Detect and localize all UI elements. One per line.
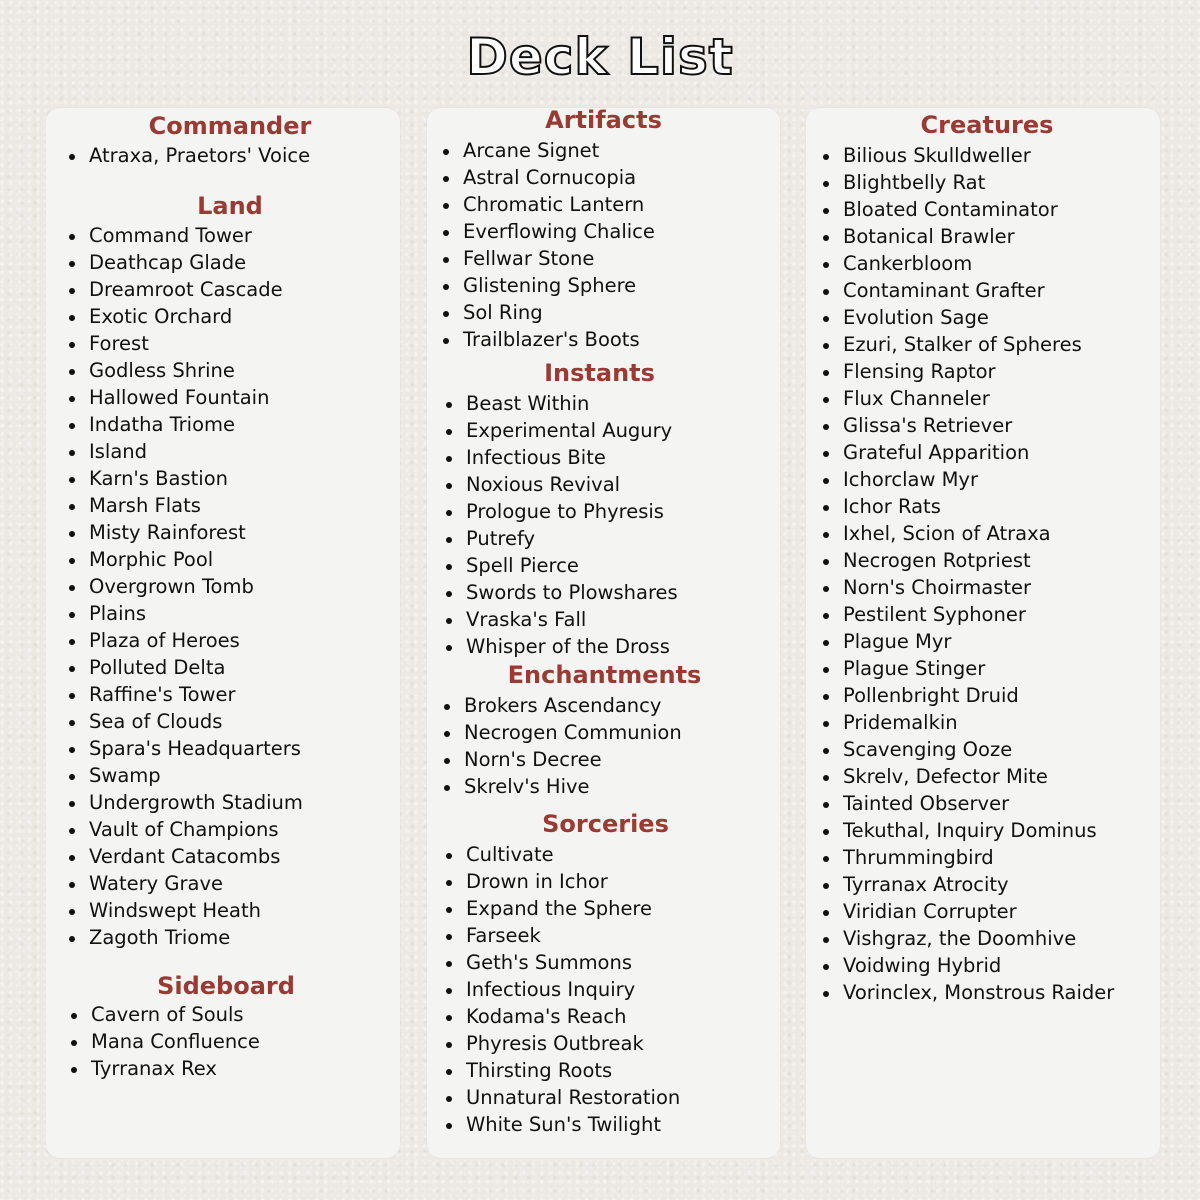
list-item: Tyrranax Rex: [91, 1055, 260, 1082]
list-item: Hallowed Fountain: [89, 384, 303, 411]
list-item: Norn's Choirmaster: [843, 574, 1114, 601]
section-heading-sideboard: Sideboard: [157, 972, 295, 1000]
list-item: Experimental Augury: [466, 417, 678, 444]
list-item: Voidwing Hybrid: [843, 952, 1114, 979]
list-item: Plague Stinger: [843, 655, 1114, 682]
list-item: Trailblazer's Boots: [463, 326, 655, 353]
list-item: Unnatural Restoration: [466, 1086, 681, 1109]
list-item: Expand the Sphere: [466, 895, 680, 922]
list-item: Evolution Sage: [843, 304, 1114, 331]
section-heading-artifacts: Artifacts: [545, 106, 662, 134]
list-item: Grateful Apparition: [843, 439, 1114, 466]
list-item: Astral Cornucopia: [463, 164, 655, 191]
list-item: Tekuthal, Inquiry Dominus: [843, 817, 1114, 844]
list-item: Vorinclex, Monstrous Raider: [843, 981, 1115, 1004]
list-item: Mana Confluence: [91, 1030, 260, 1053]
list-item: Infectious Bite: [466, 444, 678, 471]
list-item: Overgrown Tomb: [89, 573, 303, 600]
list-item: Swords to Plowshares: [466, 581, 678, 604]
list-item: Godless Shrine: [89, 357, 303, 384]
list-item: Drown in Ichor: [466, 868, 680, 895]
list-item: Botanical Brawler: [843, 223, 1114, 250]
list-item: Swamp: [89, 762, 303, 789]
list-sorceries: [466, 841, 680, 1138]
list-item: Vault of Champions: [89, 816, 303, 843]
list-creatures: [843, 142, 1114, 1006]
list-item: Deathcap Glade: [89, 249, 303, 276]
list-item: Noxious Revival: [466, 471, 678, 498]
list-item: Norn's Decree: [464, 746, 682, 773]
list-item: Vishgraz, the Doomhive: [843, 925, 1114, 952]
list-item: Ichor Rats: [843, 493, 1114, 520]
list-item: Forest: [89, 330, 303, 357]
list-enchantments: [464, 692, 682, 800]
list-item: Ezuri, Stalker of Spheres: [843, 331, 1114, 358]
list-item: Command Tower: [89, 222, 303, 249]
section-heading-land: Land: [197, 192, 263, 220]
list-item: Phyresis Outbreak: [466, 1030, 680, 1057]
list-item: Indatha Triome: [89, 411, 303, 438]
page-title: Deck List: [466, 28, 734, 86]
list-item: Glissa's Retriever: [843, 412, 1114, 439]
list-item: Putrefy: [466, 525, 678, 552]
list-item: Spell Pierce: [466, 552, 678, 579]
list-item: Thrummingbird: [843, 844, 1114, 871]
list-item: Morphic Pool: [89, 546, 303, 573]
section-heading-creatures: Creatures: [920, 111, 1054, 139]
section-heading-instants: Instants: [544, 359, 655, 387]
list-item: Skrelv's Hive: [464, 773, 682, 800]
list-item: Flux Channeler: [843, 385, 1114, 412]
list-item: Necrogen Rotpriest: [843, 547, 1114, 574]
list-item: Misty Rainforest: [89, 519, 303, 546]
section-heading-sorceries: Sorceries: [542, 810, 669, 838]
list-item: Flensing Raptor: [843, 358, 1114, 385]
list-commander: [89, 142, 310, 169]
list-item: Marsh Flats: [89, 492, 303, 519]
list-item: Atraxa, Praetors' Voice: [89, 144, 311, 167]
list-item: Pollenbright Druid: [843, 682, 1114, 709]
list-item: Kodama's Reach: [466, 1003, 680, 1030]
list-item: Vraska's Fall: [466, 606, 678, 633]
list-item: Pestilent Syphoner: [843, 601, 1114, 628]
list-item: Dreamroot Cascade: [89, 276, 303, 303]
list-item: Exotic Orchard: [89, 303, 303, 330]
list-item: Everflowing Chalice: [463, 220, 655, 243]
list-item: Karn's Bastion: [89, 465, 303, 492]
list-item: Zagoth Triome: [89, 924, 303, 951]
list-item: Arcane Signet: [463, 137, 655, 164]
list-item: Undergrowth Stadium: [89, 791, 303, 814]
list-item: Cankerbloom: [843, 250, 1114, 277]
list-item: Tainted Observer: [843, 790, 1114, 817]
list-item: Infectious Inquiry: [466, 976, 680, 1003]
list-item: Fellwar Stone: [463, 245, 655, 272]
list-item: Farseek: [466, 922, 680, 949]
list-item: Bloated Contaminator: [843, 196, 1114, 223]
list-item: Blightbelly Rat: [843, 169, 1114, 196]
list-artifacts: [463, 137, 655, 353]
list-item: Contaminant Grafter: [843, 277, 1114, 304]
list-item: Bilious Skulldweller: [843, 142, 1114, 169]
list-item: Scavenging Ooze: [843, 736, 1114, 763]
list-item: Ixhel, Scion of Atraxa: [843, 520, 1114, 547]
list-item: Pridemalkin: [843, 709, 1114, 736]
list-item: Cavern of Souls: [91, 1001, 260, 1028]
list-item: Necrogen Communion: [464, 721, 682, 744]
list-item: Polluted Delta: [89, 654, 303, 681]
list-item: Raffine's Tower: [89, 681, 303, 708]
list-item: Beast Within: [466, 390, 678, 417]
list-item: Spara's Headquarters: [89, 737, 301, 760]
list-item: Sea of Clouds: [89, 708, 303, 735]
list-item: Plague Myr: [843, 628, 1114, 655]
list-item: Geth's Summons: [466, 949, 680, 976]
list-item: Tyrranax Atrocity: [843, 871, 1114, 898]
list-land: [89, 222, 303, 951]
list-item: Viridian Corrupter: [843, 898, 1114, 925]
list-item: Cultivate: [466, 841, 680, 868]
section-heading-enchantments: Enchantments: [507, 661, 702, 689]
list-item: White Sun's Twilight: [466, 1111, 680, 1138]
list-item: Brokers Ascendancy: [464, 692, 682, 719]
list-item: Prologue to Phyresis: [466, 498, 678, 525]
list-item: Sol Ring: [463, 299, 655, 326]
list-item: Plains: [89, 600, 303, 627]
section-heading-commander: Commander: [148, 112, 312, 140]
list-item: Island: [89, 438, 303, 465]
list-item: Ichorclaw Myr: [843, 466, 1114, 493]
list-item: Windswept Heath: [89, 897, 303, 924]
list-item: Watery Grave: [89, 870, 303, 897]
list-item: Verdant Catacombs: [89, 843, 303, 870]
list-item: Whisper of the Dross: [466, 633, 678, 660]
list-instants: [466, 390, 678, 660]
list-item: Plaza of Heroes: [89, 627, 303, 654]
list-sideboard: [91, 1001, 260, 1082]
list-item: Skrelv, Defector Mite: [843, 763, 1114, 790]
list-item: Glistening Sphere: [463, 272, 655, 299]
list-item: Thirsting Roots: [466, 1057, 680, 1084]
list-item: Chromatic Lantern: [463, 191, 655, 218]
